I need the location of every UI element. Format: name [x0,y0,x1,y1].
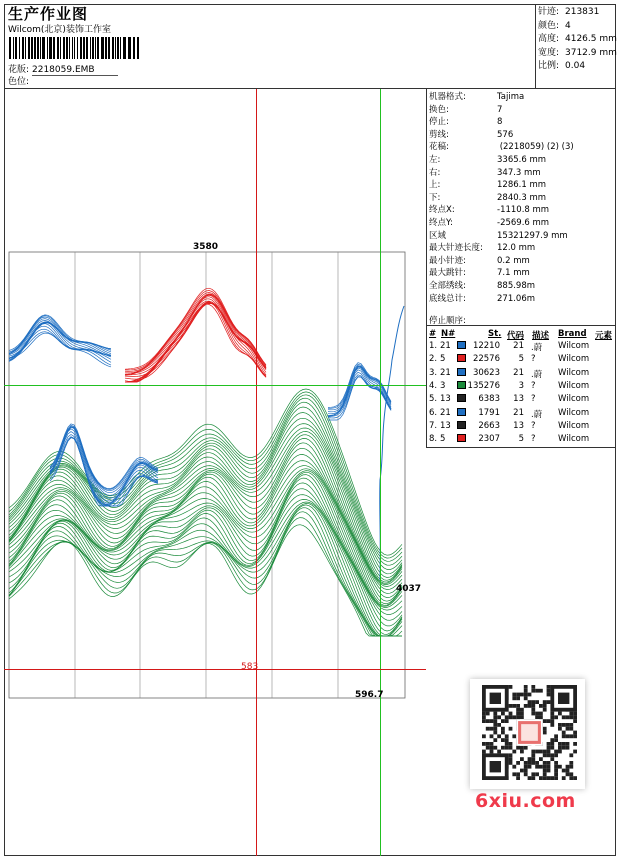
stat-stitches: 针迹: 213831 [538,7,600,17]
info-label: 底线总计: [429,293,466,304]
stop-needle: 3 [440,380,446,391]
stop-index: 5. [429,394,438,405]
stop-brand: Wilcom [558,434,590,445]
info-row [429,216,549,228]
info-label: 最大针迹长度: [429,243,483,254]
stop-description: ? [531,380,536,391]
info-label: 上: [429,180,441,191]
blue-jump-trail [380,306,404,580]
stat-scale: 比例: 0.04 [538,61,586,71]
info-label: 花稿: [429,142,449,153]
table-row [427,408,616,421]
info-row [429,103,502,115]
col-header-st: St. [488,329,502,339]
table-row [427,354,616,367]
table-row [427,394,616,407]
info-value: 347.3 mm [497,167,541,178]
stat-colors: 颜色: 4 [538,20,571,31]
stop-index: 3. [429,367,438,378]
color-swatch [457,394,466,402]
stop-stitches: 2663 [478,420,500,431]
color-label: 色位: [8,77,30,87]
stop-brand: Wilcom [558,341,590,351]
info-value: 15321297.9 mm [497,230,568,241]
info-row [429,292,535,304]
stop-brand: Wilcom [558,394,590,405]
dimension-bottom: 583 [241,662,259,672]
info-row [429,153,546,165]
info-value: 8 [497,117,503,128]
green-mountain-ridges [9,389,402,636]
header-stats [538,6,617,74]
page-title: 生产作业图 [8,5,89,23]
stop-description: ? [531,394,536,405]
dimension-top: 3580 [193,242,219,252]
info-label: 停止: [429,117,449,128]
info-label: 右: [429,167,441,178]
stop-brand: Wilcom [558,420,590,431]
stop-needle: 5 [440,354,446,365]
info-row [429,115,502,127]
pattern-value: 2218059.EMB [32,65,118,76]
color-field [8,74,118,87]
dimension-right: 4037 [396,584,422,594]
info-row [429,140,574,152]
col-header-num: # [429,329,437,339]
horizontal-green-guide [4,385,426,386]
stop-index: 7. [429,420,438,431]
vertical-red-guide [256,89,257,856]
info-value: -2569.6 mm [497,218,550,228]
info-label: 终点X: [429,205,455,216]
qr-code-image [470,679,585,789]
stop-stitches: 6383 [478,394,500,405]
qr-code [470,679,585,789]
stop-stitches: 12210 [472,341,500,351]
stop-brand: Wilcom [558,407,590,418]
info-value: 7.1 mm [497,268,530,279]
dimension-corner: 596.7 [355,690,384,700]
embroidery-preview [4,89,425,855]
stop-needle: 5 [440,434,446,445]
info-row [429,279,535,291]
watermark: 6xiu.com [475,790,576,812]
col-header-brand: Brand [558,329,587,339]
stop-stitches: 135276 [467,380,500,391]
stop-index: 8. [429,434,438,445]
stop-brand: Wilcom [558,354,590,365]
info-label: 机器格式: [429,92,466,102]
info-row [429,166,541,178]
stop-code: 21 [513,367,524,378]
stop-needle: 21 [440,367,451,378]
info-value: 885.98m [497,281,536,291]
vertical-green-guide [380,89,381,856]
color-swatch [457,421,466,429]
color-swatch [457,368,466,376]
info-value: 0.2 mm [497,255,530,266]
info-label: 终点Y: [429,218,453,228]
stop-code: 21 [513,341,524,351]
stop-code: 3 [518,380,524,391]
col-header-code: 代码 [507,331,525,341]
col-header-n: N# [441,329,456,339]
stop-brand: Wilcom [558,367,590,378]
info-row [429,254,530,266]
info-row [429,191,546,203]
stat-width: 宽度: 3712.9 mm [538,47,617,58]
stop-needle: 13 [440,394,451,405]
table-row [427,434,616,447]
stop-stitches: 2307 [478,434,500,445]
info-row [429,229,568,241]
color-swatch [457,354,466,362]
stop-needle: 21 [440,341,451,351]
horizontal-red-guide [4,669,426,670]
info-row [429,266,530,278]
info-value: 576 [497,129,514,140]
info-label: 最小针迹: [429,255,466,266]
stop-stitches: 1791 [478,407,500,418]
info-value: 271.06m [497,293,536,304]
stop-description: ? [531,354,536,365]
col-header-element: 元素 [595,331,613,341]
stop-stitches: 22576 [472,354,500,365]
stop-description: .蔚 [531,369,543,380]
col-header-desc: 描述 [532,331,550,341]
stop-stitches: 30623 [472,367,500,378]
info-value: -1110.8 mm [497,205,550,216]
table-row [427,341,616,354]
info-label: 区域 [429,230,447,241]
info-value: 1286.1 mm [497,180,547,191]
info-value: 7 [497,104,503,115]
machine-info-panel [426,89,616,448]
color-swatch [457,381,466,389]
info-label: 剪线: [429,129,449,140]
red-mountain-ridges [125,288,266,382]
stop-sequence-divider [427,325,616,326]
info-row [429,203,549,215]
stop-index: 6. [429,407,438,418]
info-label: 全部绣线: [429,281,466,291]
stop-description: ? [531,420,536,431]
info-value: (2218059) (2) (3) [497,142,574,153]
info-label: 下: [429,192,441,203]
stop-sequence-title: 停止顺序: [429,316,466,326]
stop-needle: 21 [440,407,451,418]
stop-description: .蔚 [531,343,543,353]
table-row [427,381,616,394]
stop-needle: 13 [440,420,451,431]
info-label: 左: [429,155,441,165]
info-value: 12.0 mm [497,243,536,254]
info-row [429,90,524,102]
barcode [9,37,141,59]
stop-description: .蔚 [531,409,543,420]
stop-code: 13 [513,394,524,405]
stat-height: 高度: 4126.5 mm [538,34,617,44]
info-label: 换色: [429,104,449,115]
design-bounding-box [9,252,405,698]
stop-code: 13 [513,420,524,431]
table-row [427,368,616,381]
pattern-label: 花版: [8,65,30,75]
info-value: 2840.3 mm [497,192,547,203]
color-swatch [457,341,466,349]
color-swatch [457,434,466,442]
info-value: 3365.6 mm [497,155,547,165]
stop-code: 5 [518,354,524,365]
color-swatch [457,408,466,416]
stop-code: 5 [518,434,524,445]
stop-code: 21 [513,407,524,418]
header-stats-divider [535,4,536,88]
table-row [427,421,616,434]
studio-name: Wilcom(北京)装饰工作室 [8,25,111,35]
info-label: 最大跳针: [429,268,466,279]
stop-index: 1. [429,341,438,351]
info-row [429,178,546,190]
stop-description: ? [531,434,536,445]
stop-index: 4. [429,380,438,391]
info-value: Tajima [497,92,525,102]
stop-index: 2. [429,354,438,365]
stop-brand: Wilcom [558,380,590,391]
info-row [429,241,535,253]
info-row [429,128,513,140]
